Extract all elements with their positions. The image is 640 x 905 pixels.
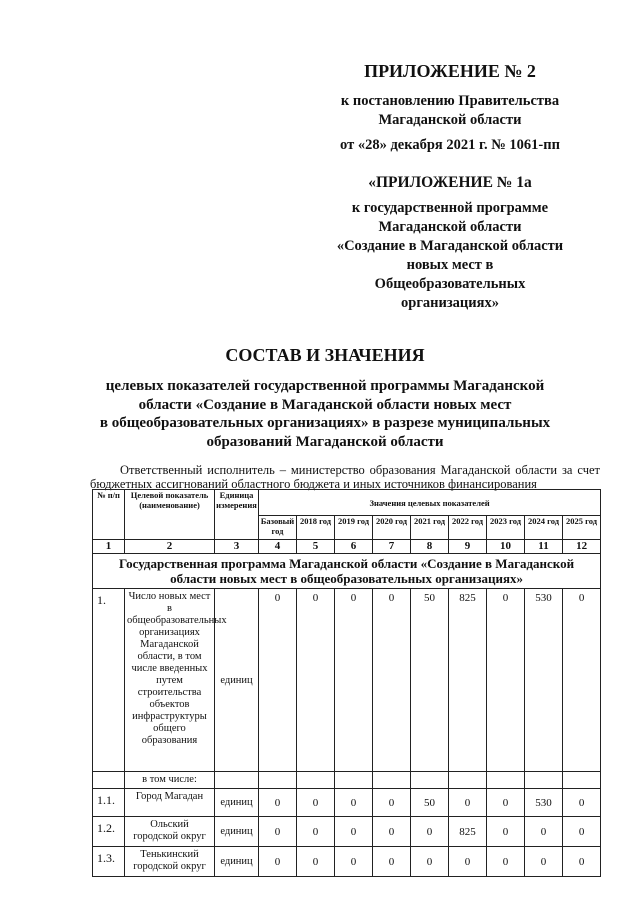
value-cell: 0 xyxy=(259,847,297,877)
value-cell xyxy=(449,772,487,789)
column-number: 10 xyxy=(487,540,525,554)
value-cell: 0 xyxy=(373,789,411,817)
value-cell: 0 xyxy=(487,789,525,817)
column-number: 7 xyxy=(373,540,411,554)
header-year: Базовый год xyxy=(259,516,297,540)
value-cell: 0 xyxy=(259,789,297,817)
appendix-1a-title: «ПРИЛОЖЕНИЕ № 1а xyxy=(368,174,532,191)
column-number: 4 xyxy=(259,540,297,554)
indicator-name: Ольский городской округ xyxy=(125,817,215,847)
value-cell: 0 xyxy=(335,789,373,817)
value-cell xyxy=(525,772,563,789)
value-cell: 530 xyxy=(525,789,563,817)
section-row xyxy=(93,554,601,589)
value-cell: 0 xyxy=(449,789,487,817)
value-cell: 0 xyxy=(525,817,563,847)
header-year: 2021 год xyxy=(411,516,449,540)
value-cell: 0 xyxy=(487,847,525,877)
value-cell: 0 xyxy=(373,847,411,877)
appendix-date: от «28» декабря 2021 г. № 1061-пп xyxy=(340,137,560,153)
table-row xyxy=(93,772,601,789)
value-cell xyxy=(297,772,335,789)
column-number: 9 xyxy=(449,540,487,554)
row-number: 1.2. xyxy=(93,817,125,847)
table-row xyxy=(93,589,601,772)
value-cell: 0 xyxy=(373,589,411,772)
appendix-1a-line: Общеобразовательных xyxy=(374,276,526,292)
header-year: 2018 год xyxy=(297,516,335,540)
value-cell: 530 xyxy=(525,589,563,772)
header-num: № п/п xyxy=(93,490,125,540)
value-cell: 0 xyxy=(259,589,297,772)
document-title: СОСТАВ И ЗНАЧЕНИЯ xyxy=(225,345,425,365)
value-cell: 0 xyxy=(411,817,449,847)
value-cell: 0 xyxy=(297,817,335,847)
value-cell: 50 xyxy=(411,589,449,772)
value-cell: 825 xyxy=(449,589,487,772)
value-cell xyxy=(411,772,449,789)
value-cell: 0 xyxy=(563,789,601,817)
subtitle-line: в общеобразовательных организациях» в разрезе муниципальных xyxy=(99,415,551,431)
column-numbers-row xyxy=(93,540,601,554)
value-cell: 0 xyxy=(335,817,373,847)
unit-cell xyxy=(215,772,259,789)
indicator-name: Число новых мест в общеобразовательных организациях Магаданской области, в том числе введенных путем строительства объектов инфраструктуры общего образования xyxy=(125,589,215,772)
column-number: 5 xyxy=(297,540,335,554)
value-cell xyxy=(335,772,373,789)
value-cell: 0 xyxy=(259,817,297,847)
table-row xyxy=(93,817,601,847)
document-heading xyxy=(90,343,560,451)
value-cell: 825 xyxy=(449,817,487,847)
value-cell: 0 xyxy=(487,817,525,847)
value-cell: 0 xyxy=(487,589,525,772)
header-year: 2022 год xyxy=(449,516,487,540)
appendix-1a-line: организациях» xyxy=(401,295,499,311)
header-year: 2024 год xyxy=(525,516,563,540)
appendix-line-2: Магаданской области xyxy=(378,112,522,128)
value-cell: 0 xyxy=(335,589,373,772)
unit-cell: единиц xyxy=(215,589,259,772)
value-cell xyxy=(563,772,601,789)
column-number: 3 xyxy=(215,540,259,554)
responsible-executor-note: Ответственный исполнитель – министерство образования Магаданской области за счет бюджетных ассигнований областного бюджета и иных источников финансирования xyxy=(90,463,600,491)
column-number: 1 xyxy=(93,540,125,554)
subtitle-line: целевых показателей государственной программы Магаданской xyxy=(105,378,545,394)
appendix-1a-line: к государственной программе xyxy=(351,200,549,216)
value-cell: 50 xyxy=(411,789,449,817)
value-cell: 0 xyxy=(563,817,601,847)
column-number: 6 xyxy=(335,540,373,554)
header-name: Целевой показатель (наименование) xyxy=(125,490,215,540)
value-cell: 0 xyxy=(411,847,449,877)
header-unit: Единица измерения xyxy=(215,490,259,540)
value-cell: 0 xyxy=(335,847,373,877)
header-year: 2025 год xyxy=(563,516,601,540)
header-year: 2023 год xyxy=(487,516,525,540)
column-number: 2 xyxy=(125,540,215,554)
unit-cell: единиц xyxy=(215,789,259,817)
subtitle-line: образований Магаданской области xyxy=(206,433,444,450)
header-values-group: Значения целевых показателей xyxy=(259,490,601,516)
header-row xyxy=(93,490,601,516)
table-row xyxy=(93,789,601,817)
row-number xyxy=(93,772,125,789)
indicator-name: Тенькинский городской округ xyxy=(125,847,215,877)
appendix-title: ПРИЛОЖЕНИЕ № 2 xyxy=(364,61,536,81)
appendix-1a-line: новых мест в xyxy=(406,257,494,273)
indicators-table xyxy=(92,489,601,877)
unit-cell: единиц xyxy=(215,847,259,877)
value-cell: 0 xyxy=(373,817,411,847)
table-row xyxy=(93,847,601,877)
value-cell: 0 xyxy=(449,847,487,877)
appendix-1a-line: Магаданской области xyxy=(378,219,522,235)
value-cell xyxy=(259,772,297,789)
column-number: 8 xyxy=(411,540,449,554)
value-cell: 0 xyxy=(297,847,335,877)
value-cell xyxy=(373,772,411,789)
header-year: 2020 год xyxy=(373,516,411,540)
value-cell: 0 xyxy=(563,847,601,877)
indicator-name: в том числе: xyxy=(125,772,215,789)
column-number: 11 xyxy=(525,540,563,554)
row-number: 1. xyxy=(93,589,125,772)
appendix-line-1: к постановлению Правительства xyxy=(340,93,560,109)
value-cell: 0 xyxy=(563,589,601,772)
value-cell: 0 xyxy=(297,789,335,817)
row-number: 1.1. xyxy=(93,789,125,817)
header-year: 2019 год xyxy=(335,516,373,540)
section-title: Государственная программа Магаданской области «Создание в Магаданской области новых мест в общеобразовательных организациях» xyxy=(93,554,601,589)
value-cell: 0 xyxy=(297,589,335,772)
indicator-name: Город Магадан xyxy=(125,789,215,817)
row-number: 1.3. xyxy=(93,847,125,877)
value-cell xyxy=(487,772,525,789)
column-number: 12 xyxy=(563,540,601,554)
unit-cell: единиц xyxy=(215,817,259,847)
appendix-1a-line: «Создание в Магаданской области xyxy=(336,238,564,254)
value-cell: 0 xyxy=(525,847,563,877)
subtitle-line: области «Создание в Магаданской области новых мест xyxy=(138,396,512,413)
appendix-block xyxy=(290,60,610,313)
